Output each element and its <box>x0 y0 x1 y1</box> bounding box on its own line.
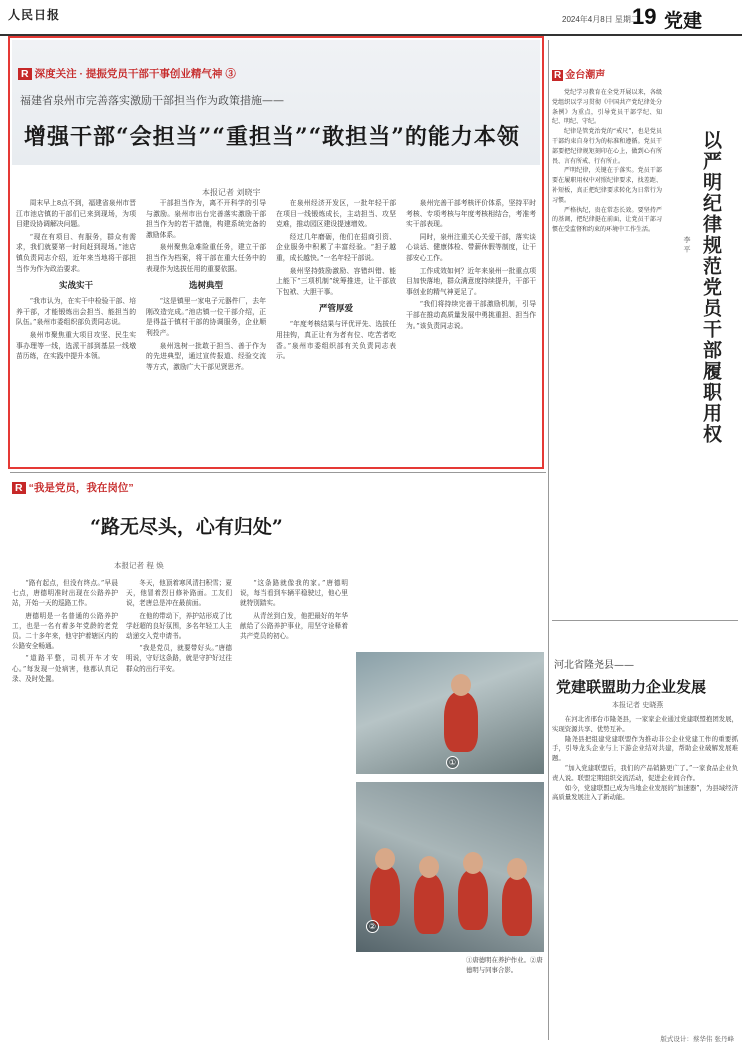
main-deck: 福建省泉州市完善落实激励干部担当作为政策措施—— <box>20 94 284 107</box>
issue-date: 2024年4月8日 星期二 <box>562 15 639 24</box>
kicker-badge: R <box>18 68 32 80</box>
commentary-column <box>552 40 738 620</box>
photo-number-badge: ① <box>446 756 459 769</box>
column-divider <box>548 40 549 1040</box>
masthead <box>0 0 742 36</box>
worker-figure <box>370 866 400 926</box>
worker-head <box>463 852 483 874</box>
worker-head <box>375 848 395 870</box>
main-headline: 增强干部“会担当”“重担当”“敢担当”的能力本领 <box>24 124 520 150</box>
paragraph: 泉州聚焦急难险重任务，建立干部担当作为档案，将干部在重大任务中的表现作为选拔任用的重要依据。 <box>146 243 266 273</box>
paragraph: “这条路就像我的家。”唐德明说，每当看到车辆平稳驶过，他心里就特别踏实。 <box>240 579 348 608</box>
paragraph: 周末早上8点不到，福建省泉州市晋江市池店镇的干部们已来到现场，为项目建设协调解决问题。 <box>16 199 136 229</box>
layout-credit: 版式设计：蔡华伟 张丹峰 <box>660 1035 734 1043</box>
worker-head <box>507 858 527 880</box>
paragraph: “年度考核结果与评优评先、选拔任用挂钩，真正让有为者有位、吃苦者吃香。”泉州市委组织部有关负责同志表示。 <box>276 320 396 361</box>
paragraph: 唐德明是一名普通的公路养护工，也是一名有着多年党龄的老党员。二十多年来，他守护着辖区内的公路安全畅通。 <box>12 611 118 651</box>
column-tag <box>552 66 605 81</box>
column-name: 金台潮声 <box>565 70 606 81</box>
paragraph: 同时，泉州注重关心关爱干部，落实谈心谈话、健康体检、带薪休假等制度，让干部安心工作。 <box>406 232 536 262</box>
newspaper-logo: 人民日报 <box>8 8 61 22</box>
paragraph: 泉州完善干部考核评价体系，坚持平时考核、专项考核与年度考核相结合，考准考实干部表现。 <box>406 199 536 229</box>
paragraph: 纪律是管党治党的“戒尺”，也是党员干部约束自身行为的标准和遵循。党员干部要把纪律规矩刻印在心上，做到心有所畏、言有所戒、行有所止。 <box>552 128 662 165</box>
paragraph: “我们将持续完善干部激励机制，引导干部在推动高质量发展中勇挑重担、担当作为。”该负责同志说。 <box>406 300 536 330</box>
paragraph: “路有起点，但没有终点。”早晨七点，唐德明准时出现在公路养护站，开始一天的巡路工作。 <box>12 579 118 608</box>
paragraph: “加入党建联盟后，我们的产品销路更广了。”一家食品企业负责人说。联盟定期组织交流活动，促进企业间合作。 <box>552 763 738 782</box>
paragraph: 如今，党建联盟已成为当地企业发展的“加速器”，为县域经济高质量发展注入了新动能。 <box>552 783 738 802</box>
news-brief <box>552 620 738 1049</box>
commentary-author: 李 平 <box>683 236 691 253</box>
paragraph: 在河北省邢台市隆尧县，一家家企业通过党建联盟抱团发展，实现资源共享、优势互补。 <box>552 715 738 733</box>
feature-byline: 本报记者 程 焕 <box>114 561 164 570</box>
worker-figure <box>502 876 532 936</box>
paragraph: 在泉州经济开发区，一批年轻干部在项目一线锻炼成长，主动担当、攻坚克难，推动园区建设提速增效。 <box>276 199 396 229</box>
paragraph: 工作成效如何？近年来泉州一批重点项目加快落地，群众满意度持续提升，干部干事创业的精气神更足了。 <box>406 266 536 296</box>
paragraph: 严格执纪，贵在常态长效。要坚持严的基调，把纪律挺在前面，让党员干部习惯在受监督和约束的环境中工作生活。 <box>552 206 662 234</box>
paragraph: 从青丝到白发，他把最好的年华献给了公路养护事业，用坚守诠释着共产党员的初心。 <box>240 611 348 641</box>
highlight-frame <box>8 36 544 469</box>
commentary-body <box>552 88 662 618</box>
feature-column-1 <box>12 578 118 1038</box>
worker-figure <box>444 692 478 752</box>
subheading: 严管厚爱 <box>318 304 353 315</box>
kicker-badge: R <box>12 482 26 494</box>
page-number: 19 <box>632 4 657 29</box>
feature-headline: “路无尽头，心有归处” <box>90 516 283 538</box>
paragraph: “我是党员，就要带好头。”唐德明说，守好这条路，就是守护好过往群众的出行平安。 <box>126 644 232 673</box>
paragraph: “这是镇里一家电子元器件厂，去年刚改造完成。”池店镇一位干部介绍，正是得益于镇村干部的协调服务，企业顺利投产。 <box>146 297 266 337</box>
subheading: 实战实干 <box>58 281 93 292</box>
section-title: 党建 <box>664 10 703 32</box>
section-divider <box>10 472 546 473</box>
worker-head <box>419 856 439 878</box>
paragraph: 干部担当作为，离不开科学的引导与激励。泉州市出台完善落实激励干部担当作为的若干措施，构建系统完备的激励体系。 <box>146 199 266 239</box>
column-badge: R <box>554 70 562 81</box>
paragraph: “现在有项目、有服务，群众有需求，我们就要第一时间赶到现场。”池店镇负责同志介绍，近年来当地将干部担当作为作为政治要求。 <box>16 232 136 273</box>
kicker-text: “我是党员，我在岗位” <box>28 482 134 494</box>
brief-body <box>552 715 738 1035</box>
feature-column-3 <box>240 578 348 1038</box>
photo-caption: ①唐德明在养护作业。②唐德明与同事合影。 <box>466 956 543 974</box>
paragraph: “道路平整，司机开车才安心。”每发现一处病害，他都认真记录、及时处置。 <box>12 654 118 683</box>
kicker-text: 深度关注 · 提振党员干部干事创业精气神 ③ <box>34 68 236 80</box>
paragraph: 泉州选树一批敢于担当、善于作为的先进典型，通过宣传报道、经验交流等方式，激励广大干部见贤思齐。 <box>146 341 266 371</box>
paragraph: 在他的带动下，养护站形成了比学赶超的良好氛围，多名年轻工人主动递交入党申请书。 <box>126 611 232 641</box>
feature-column-2 <box>126 578 232 1038</box>
paragraph: 冬天，他顶着寒风清扫积雪；夏天，他冒着烈日修补路面。工友们说，老唐总是冲在最前面。 <box>126 579 232 608</box>
worker-figure <box>414 874 444 934</box>
worker-head <box>451 674 471 696</box>
brief-headline: 党建联盟助力企业发展 <box>556 678 707 696</box>
brief-deck: 河北省隆尧县—— <box>554 660 634 671</box>
paragraph: 经过几年磨砺，他们在招商引资、企业服务中积累了丰富经验。“担子越重，成长越快。”一名年轻干部说。 <box>276 232 396 262</box>
feature-kicker <box>12 480 134 495</box>
feature-article <box>10 474 546 1049</box>
paragraph: 严明纪律，关键在于落实。党员干部要在履职用权中对照纪律要求，找差距、补短板，真正把纪律要求转化为日常行为习惯。 <box>552 167 662 204</box>
paragraph: 泉州市聚焦重大项目攻坚、民生实事办理等一线，选派干部到基层一线墩苗历练，在实践中提升本领。 <box>16 330 136 361</box>
commentary-title: 以严明纪律规范党员干部履职用权 <box>700 130 722 445</box>
subheading: 选树典型 <box>188 281 223 292</box>
brief-byline: 本报记者 史晓燕 <box>612 701 664 709</box>
worker-figure <box>458 870 488 930</box>
paragraph: 泉州坚持鼓励激励、容错纠错、能上能下“三项机制”统筹推进，让干部放下包袱、大胆干事。 <box>276 266 396 296</box>
paragraph: “我市认为，在实干中检验干部、培养干部，才能锻炼出会担当、能担当的队伍。”泉州市委组织部负责同志说。 <box>16 297 136 327</box>
photo-number-badge: ② <box>366 920 379 933</box>
paragraph: 隆尧县把组建党建联盟作为推动非公企业党建工作的重要抓手，引导龙头企业与上下游企业结对共建，帮助企业破解发展难题。 <box>552 734 738 763</box>
paragraph: 党纪学习教育在全党开展以来，各级党组织以学习贯彻《中国共产党纪律处分条例》为重点，引导党员干部学纪、知纪、明纪、守纪。 <box>552 89 662 126</box>
photo-group-of-workers <box>356 782 544 952</box>
main-byline: 本报记者 刘晓宇 <box>202 188 261 197</box>
